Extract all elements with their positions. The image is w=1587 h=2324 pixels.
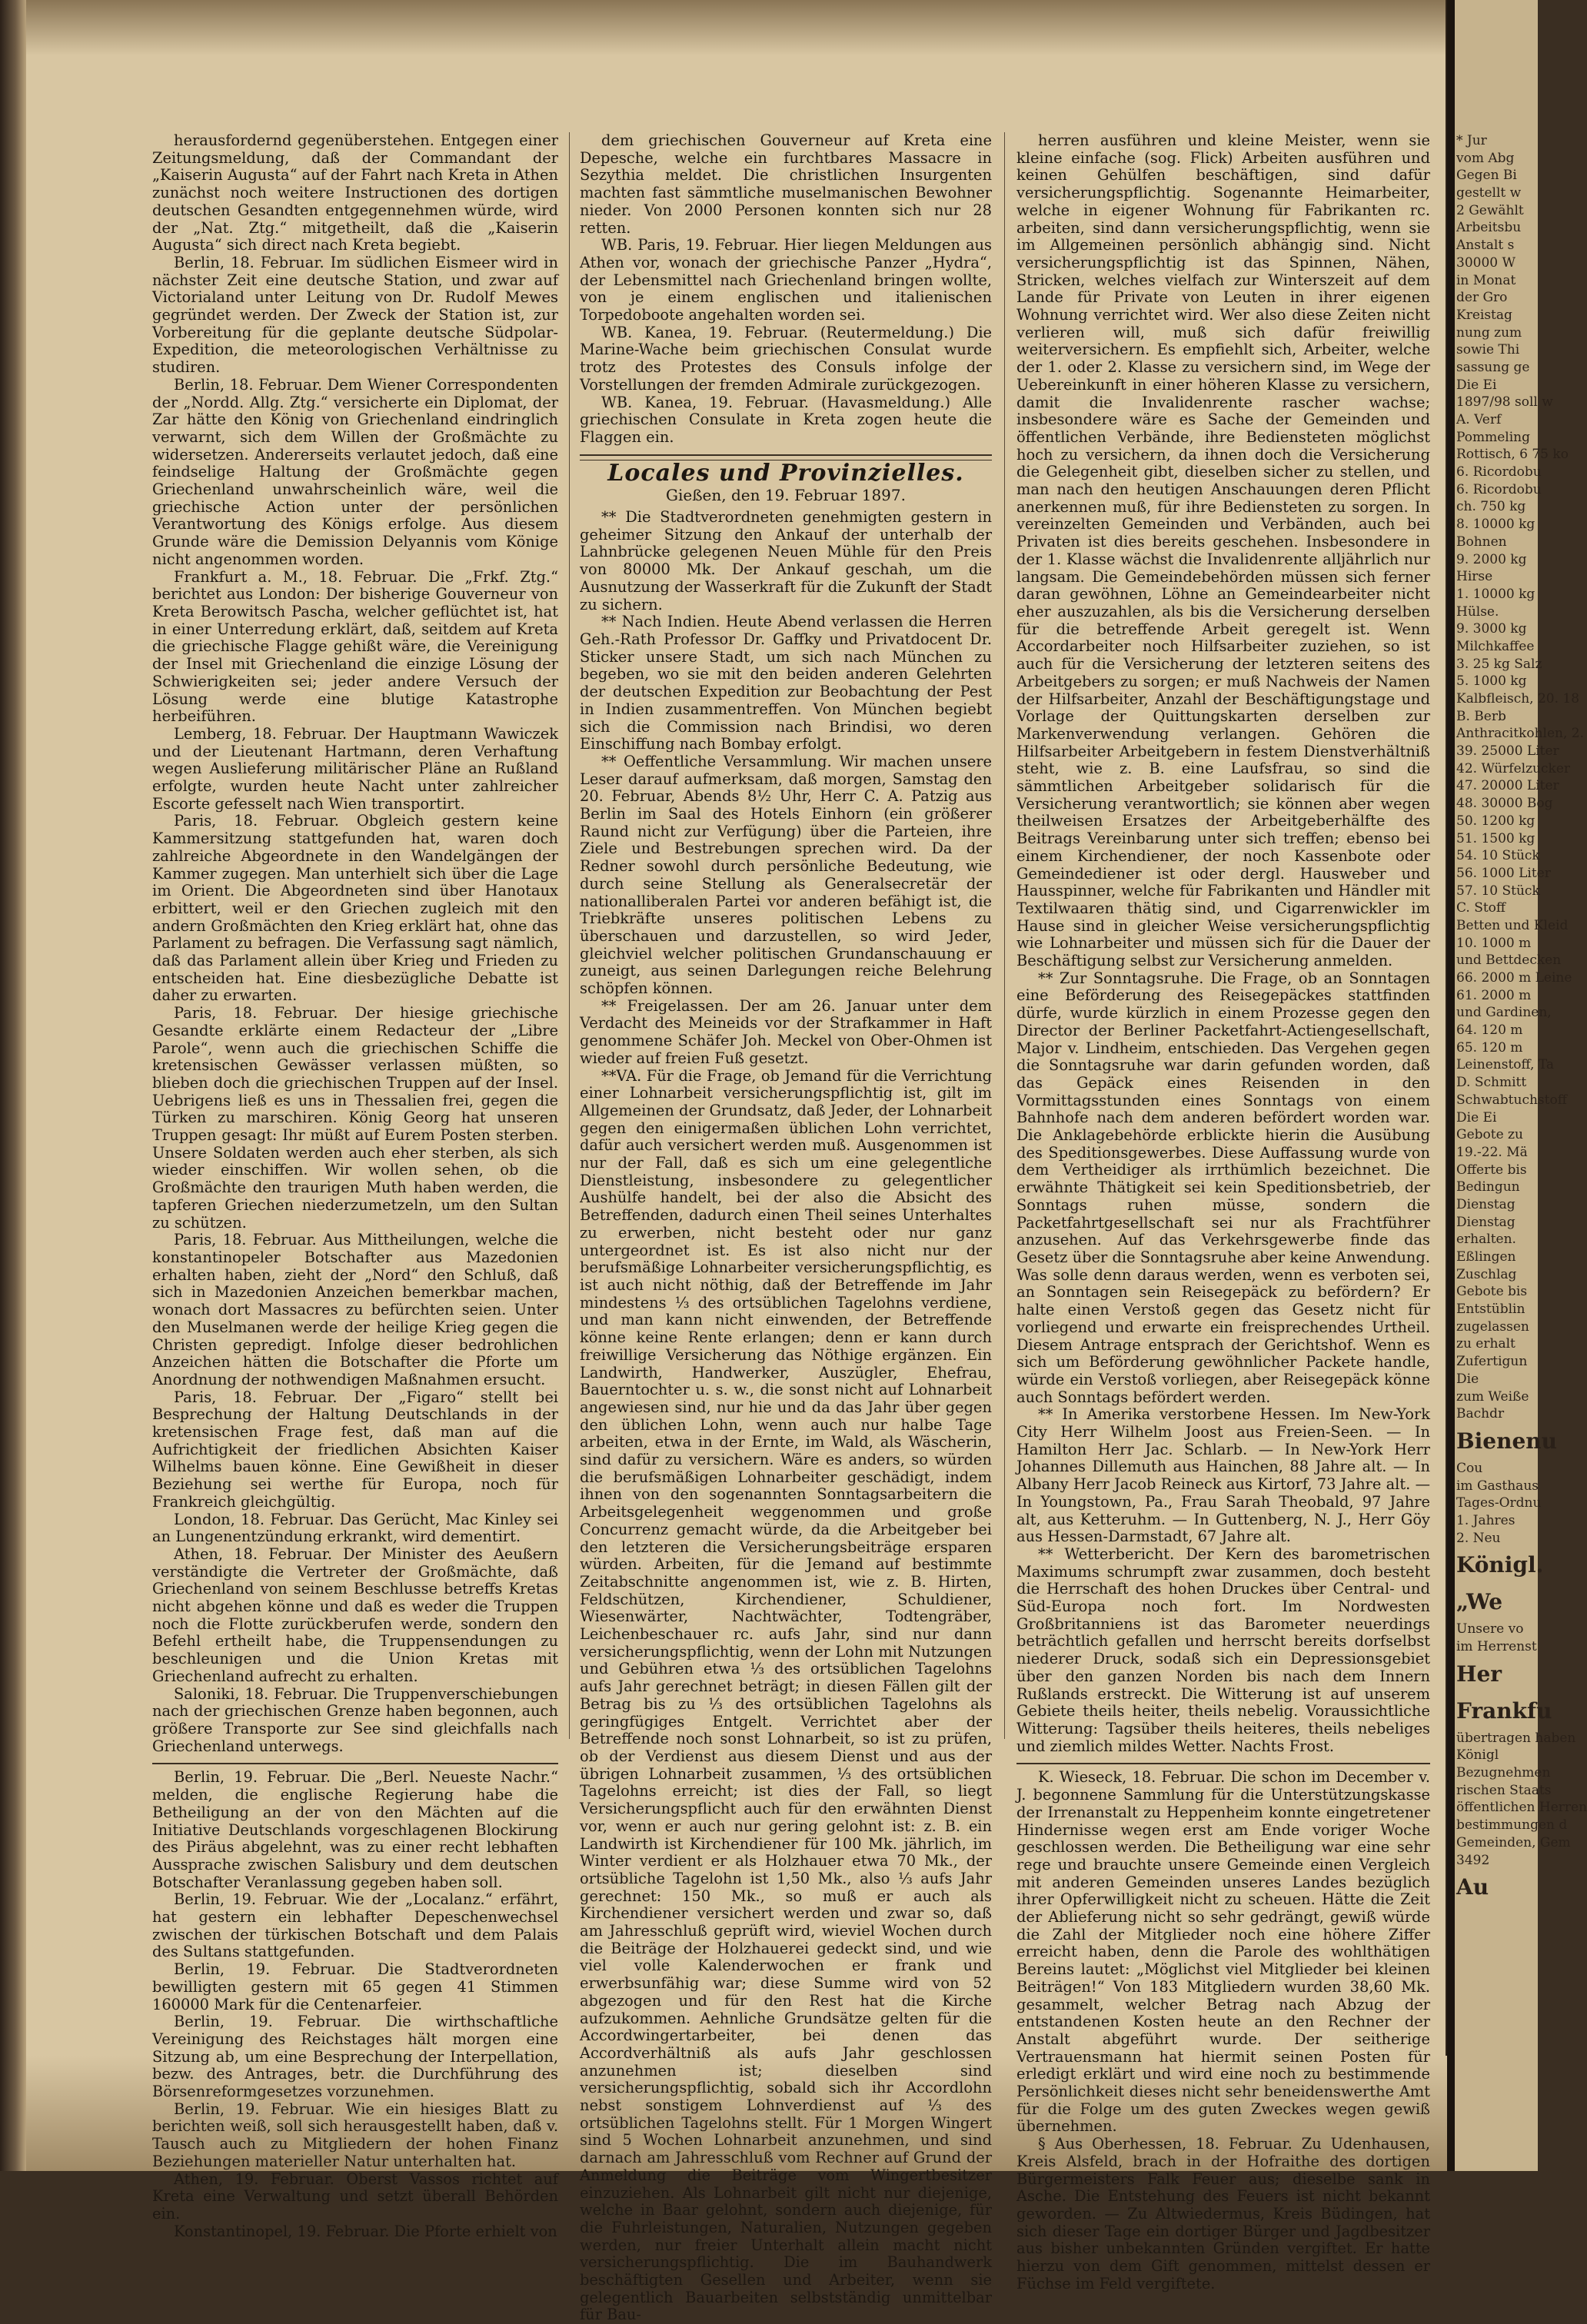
- local-news-paragraph: ** Freigelassen. Der am 26. Januar unter dem Verdacht des Meineids vor der Strafkammer in Haft genommene Schäfer Joh. Meckel von Ober-Ohmen ist wieder auf freien Fuß gesetzt.: [580, 996, 992, 1067]
- edge-fragment: D. Schmitt: [1456, 1075, 1527, 1091]
- article-rule: [1016, 1763, 1430, 1764]
- edge-fragment: erhalten.: [1456, 1232, 1516, 1248]
- edge-fragment: Die: [1456, 1371, 1479, 1387]
- edge-fragment: Frankfu: [1456, 1697, 1552, 1724]
- edge-fragment: Königl.: [1456, 1552, 1544, 1578]
- edge-fragment: Cou: [1456, 1460, 1483, 1476]
- edge-fragment: Pommeling: [1456, 429, 1530, 445]
- edge-fragment: „We: [1456, 1589, 1503, 1615]
- adjacent-page-fragments: [1456, 132, 1587, 1906]
- book-binding-left: [0, 0, 26, 2171]
- edge-fragment: Schwabtuchstoff: [1456, 1092, 1567, 1108]
- column-1: [152, 132, 558, 2240]
- edge-fragment: 5. 1000 kg: [1456, 673, 1527, 690]
- edge-fragment: 61. 2000 m: [1456, 987, 1532, 1003]
- edge-fragment: Gebote zu: [1456, 1127, 1523, 1143]
- edge-fragment: 48. 30000 Bog: [1456, 796, 1553, 812]
- edge-fragment: sowie Thi: [1456, 342, 1520, 358]
- local-news-paragraph: ** Die Stadtverordneten genehmigten gestern in geheimer Sitzung den Ankauf der unterhalb der Lahnbrücke gelegenen Neuen Mühle für den Preis von 80000 Mk. Der Ankauf geschah, um die Ausnutzung der Wasserkraft für die Zukunft der Stadt zu sichern.: [580, 508, 992, 613]
- article-paragraph: Paris, 18. Februar. Aus Mittheilungen, welche die konstantinopeler Botschafter aus Mazedonien erhalten haben, zieht der „Nord“ den Schluß, daß sich in Mazedonien Anzeichen bemerkbar machen, wonach dort Massacres zu befürchten seien. Unter den Muselmanen werde der heilige Krieg gegen die Christen gepredigt. Infolge dieser bedrohlichen Anzeichen hätten die Botschafter die Pforte um Anordnung der nothwendigen Maßnahmen ersucht.: [152, 1231, 558, 1388]
- edge-fragment: vom Abg: [1456, 150, 1515, 166]
- edge-fragment: Die Ei: [1456, 1109, 1497, 1125]
- edge-fragment: 30000 W: [1456, 254, 1515, 271]
- edge-fragment: Zufertigun: [1456, 1354, 1528, 1370]
- article-paragraph: ** In Amerika verstorbene Hessen. Im New-York City Herr Wilhelm Joost aus Freien-Seen. — In Hamilton Herr Jac. Schlarb. — In New-York Herr Johannes Dillemuth aus Hainchen, 88 Jahre alt. — In Albany Herr Jacob Reineck aus Kirtorf, 73 Jahre alt. — In Youngstown, Pa., Frau Sarah Theobald, 97 Jahre alt, aus Ketteruhm. — In Guttenberg, N. J., Herr Göy aus Hessen-Darmstadt, 67 Jahre alt.: [1016, 1405, 1430, 1546]
- article-paragraph: Berlin, 19. Februar. Wie der „Localanz.“ erfährt, hat gestern ein lebhafter Depeschenwechsel zwischen der türkischen Botschaft und dem Palais des Sultans stattgefunden.: [152, 1890, 558, 1961]
- edge-fragment: sassung ge: [1456, 359, 1530, 375]
- article-paragraph: herren ausführen und kleine Meister, wenn sie kleine einfache (sog. Flick) Arbeiten ausführen und keinen Gehülfen beschäftigen, sind dafür versicherungspflichtig. Sogenannte Heimarbeiter, welche in eigener Wohnung für Fabrikanten rc. arbeiten, sind dann versicherungspflichtig, wenn sie im Allgemeinen persönlich abhängig sind. Nicht versicherungspflichtig ist das Spinnen, Nähen, Stricken, welches vielfach zur Winterszeit auf dem Lande für Private von Leuten in ihrer eigenen Wohnung verrichtet wird. Wer also diese Zeiten nicht verlieren will, muß sich dafür freiwillig weiterversichern. Es empfiehlt sich, Arbeiter, welche der 1. oder 2. Klasse zu versichern sind, im Wege der Uebereinkunft in einer höheren Klasse zu versichern, damit die Invalidenrente rascher wachse; insbesondere wäre es Sache der Gemeinden und öffentlichen Verbände, ihre Bediensteten möglichst hoch zu versichern, da ihnen doch die Versicherung die Gelegenheit gibt, dieselben sicher zu stellen, und man nach den heutigen Anschauungen deren Pflicht anerkennen muß, für ihre Bediensteten zu sorgen. In vereinzelten Gemeinden und Verbänden, auch bei Privaten ist dies bereits geschehen. Insbesondere in der 1. Klasse wächst die Invalidenrente alljährlich nur langsam. Die Gemeindebehörden müssen sich ferner daran gewöhnen, Löhne an Gemeindearbeiter nicht eher auszuzahlen, als bis die Versicherung derselben für die betreffende Arbeit geregelt ist. Wenn Accordarbeiter noch Hilfsarbeiter zuziehen, so ist auch für die Versicherung der letzteren seitens des Arbeitgebers zu sorgen; er muß Nachweis der Namen der Hilfsarbeiter, Anzahl der Beschäftigungstage und Vorlage der Quittungskarten derselben zur Markenverwendung verlangen. Gehören die Hilfsarbeiter Arbeitgebern in festem Dienstverhältniß steht, wie z. B. eine Laufsfrau, so sind die sämmtlichen Arbeitgeber solidarisch für die Versicherung verantwortlich; sie können aber wegen theilweisen Ersatzes der Arbeitgeberhälfte des Beitrags Vereinbarung unter sich treffen; ebenso bei einem Kirchendiener, der noch Kassenbote oder Gemeindediener ist oder dergl. Hausweber und Hausspinner, welche für Fabrikanten und Händler mit Textilwaaren thätig sind, und Cigarrenwickler im Hause sind in gleicher Weise versicherungspflichtig wie Lohnarbeiter und müssen sich für die Dauer der Beschäftigung selbst zur Versicherung anmelden.: [1016, 131, 1430, 970]
- edge-fragment: 57. 10 Stück: [1456, 883, 1540, 899]
- article-paragraph: Paris, 18. Februar. Der „Figaro“ stellt bei Besprechung der Haltung Deutschlands in der kretensischen Frage fest, daß man auf die Aufrichtigkeit der friedlichen Absichten Kaiser Wilhelms bauen könne. Eine Gewißheit in dieser Beziehung sei werthe für Europa, noch für Frankreich gleichgültig.: [152, 1388, 558, 1511]
- article-paragraph: Berlin, 19. Februar. Die „Berl. Neueste Nachr.“ melden, die englische Regierung habe die Betheiligung an der von den Mächten auf die Initiative Deutschlands vorgeschlagenen Blockirung des Piräus abgelehnt, was zu einer recht lebhaften Aussprache zwischen Salisbury und dem deutschen Botschafter Veranlassung gegeben haben soll.: [152, 1768, 558, 1891]
- edge-fragment: Entstüblin: [1456, 1302, 1525, 1318]
- column-2-local-news: [580, 509, 992, 2324]
- article-paragraph: Frankfurt a. M., 18. Februar. Die „Frkf. Ztg.“ berichtet aus London: Der bisherige Gouverneur von Kreta Berowitsch Pascha, welcher geflüchtet ist, hat in einer Unterredung erklärt, daß, seitdem auf Kreta die griechische Flagge gehißt wäre, die Vereinigung der Insel mit Griechenland die einzige Lösung der Schwierigkeiten sei; jeder andere Versuch der Lösung werde eine blutige Katastrophe herbeiführen.: [152, 567, 558, 726]
- article-paragraph: London, 18. Februar. Das Gerücht, Mac Kinley sei an Lungenentzündung erkrankt, wird dementirt.: [152, 1510, 558, 1546]
- edge-fragment: 3492: [1456, 1852, 1490, 1868]
- article-paragraph: K. Wieseck, 18. Februar. Die schon im December v. J. begonnene Sammlung für die Unterstützungskasse der Irrenanstalt zu Heppenheim konnte eingetretener Hindernisse wegen erst am Ende voriger Woche geschlossen werden. Die Betheiligung war eine sehr rege und brauchte unsere Gemeinde einen Vergleich mit anderen Gemeinden unseres Landes bezüglich ihrer Opferwilligkeit nicht zu scheuen. Hätte die Zeit der Ablieferung nicht so sehr gedrängt, gewiß würde die Zahl der Mitglieder noch eine höhere Ziffer erreicht haben, denn die Parole des wohlthätigen Bereins lautet: „Möglichst viel Mitglieder bei kleinen Beiträgen!“ Von 183 Mitgliedern wurden 38,60 Mk. gesammelt, welcher Betrag nach Abzug der entstandenen Kosten heute an den Rechner der Anstalt abgeführt wurde. Der seitherige Vertrauensmann hat hiermit seinen Posten für erledigt erklärt und wird eine noch zu bestimmende Persönlichkeit dieses nicht sehr beneidenswerthe Amt für die Folge um des guten Zweckes wegen gewiß übernehmen.: [1016, 1768, 1430, 2136]
- telegram-paragraph: WB. Kanea, 19. Februar. (Reutermeldung.) Die Marine-Wache beim griechischen Consulat wurde trotz des Protestes des Consuls infolge der Vorstellungen der fremden Admirale zurückgezogen.: [580, 323, 992, 394]
- page-top-edge: [26, 0, 1447, 55]
- edge-fragment: A. Verf: [1456, 412, 1502, 427]
- edge-fragment: 56. 1000 Liter: [1456, 865, 1551, 881]
- edge-fragment: 3. 25 kg Salz: [1456, 656, 1542, 672]
- edge-fragment: im Herrenst: [1456, 1639, 1537, 1654]
- edge-fragment: Betten und Kleid: [1456, 917, 1569, 933]
- local-news-paragraph: ** Nach Indien. Heute Abend verlassen die Herren Geh.-Rath Professor Dr. Gaffky und Privatdocent Dr. Sticker unsere Stadt, um sich nach München zu begeben, wo sie mit den beiden anderen Gelehrten der deutschen Expedition zur Beobachtung der Pest in Indien zusammentreffen. Von München begiebt sich die Commission nach Brindisi, wo deren Einschiffung nach Bombay erfolgt.: [580, 613, 992, 753]
- edge-fragment: im Gasthaus: [1456, 1478, 1539, 1494]
- edge-fragment: Dienstag: [1456, 1196, 1515, 1212]
- dateline: Gießen, den 19. Februar 1897.: [665, 486, 906, 505]
- edge-fragment: 51. 1500 kg: [1456, 830, 1535, 846]
- edge-fragment: 1. Jahres: [1456, 1512, 1515, 1528]
- article-paragraph: Berlin, 19. Februar. Die Stadtverordneten bewilligten gestern mit 65 gegen 41 Stimmen 160000 Mark für die Centenarfeier.: [152, 1960, 558, 2013]
- edge-fragment: 6. Ricordobu: [1456, 481, 1542, 497]
- edge-fragment: Bienenu: [1456, 1428, 1558, 1454]
- edge-fragment: Unsere vo: [1456, 1621, 1524, 1637]
- edge-fragment: Bohnen: [1456, 534, 1507, 550]
- edge-fragment: 1897/98 soll w: [1456, 394, 1553, 411]
- edge-fragment: Kreistag: [1456, 307, 1512, 323]
- edge-fragment: 47. 20000 Liter: [1456, 778, 1559, 794]
- edge-fragment: Kalbfleisch, 20. 18: [1456, 691, 1580, 707]
- edge-fragment: öffentlichen Herren: [1456, 1800, 1587, 1816]
- edge-fragment: 9. 2000 kg: [1456, 551, 1527, 567]
- edge-fragment: Gegen Bi: [1456, 168, 1517, 184]
- article-paragraph: § Aus Oberhessen, 18. Februar. Zu Udenhausen, Kreis Alsfeld, brach in der Hofraithe des dortigen Bürgermeisters Falk Feuer aus; dieselbe sank in Asche. Die Entstehung des Feuers ist nicht bekannt geworden. — Zu Altwiedermus, Kreis Büdingen, hat sich dieser Tage ein dortiger Bürger und Jagdbesitzer aus bisher unbekannten Gründen vergiftet. Er hatte hierzu von dem Gift genommen, mittelst dessen er Füchse im Feld vergiftete.: [1016, 2135, 1430, 2292]
- article-paragraph: Saloniki, 18. Februar. Die Truppenverschiebungen nach der griechischen Grenze haben begonnen, auch größere Transporte zur See sind gleichfalls nach Griechenland unterwegs.: [152, 1684, 558, 1755]
- article-paragraph: Berlin, 18. Februar. Im südlichen Eismeer wird in nächster Zeit eine deutsche Station, und zwar auf Victorialand unter Leitung von Dr. Rudolf Mewes gegründet werden. Der Zweck der Station ist, zur Vorbereitung für die geplante deutsche Südpolar-Expedition, die meteorologischen Verhältnisse zu studiren.: [152, 253, 558, 377]
- edge-fragment: Königl: [1456, 1747, 1499, 1764]
- edge-fragment: Bedingun: [1456, 1179, 1520, 1195]
- edge-fragment: rischen Staats: [1456, 1782, 1552, 1798]
- edge-fragment: Offerte bis: [1456, 1162, 1527, 1178]
- column-rule-1: [569, 132, 570, 1739]
- article-paragraph: ** Zur Sonntagsruhe. Die Frage, ob an Sonntagen eine Beförderung des Reisegepäckes stattfinden dürfe, wurde kürzlich in einem Prozesse gegen den Director der Berliner Packetfahrt-Actiengesellschaft, Major v. Lindheim, entschieden. Das Vergehen gegen die Sonntagsruhe war darin gefunden worden, daß das Gepäck eines Reisenden in den Vormittagsstunden eines Sonntags von einem Bahnhofe nach dem anderen befördert worden war. Die Anklagebehörde erblickte hierin die Ausübung des Speditionsgewerbes. Diese Auffassung wurde von dem Vertheidiger als irrthümlich bezeichnet. Die erwähnte Thätigkeit sei kein Speditionsbetrieb, der Sonntags ruhen müsse, sondern die Packetfahrtgesellschaft sei nur als Frachtführer anzusehen. Auf das Verkehrsgewerbe finde das Gesetz über die Sonntagsruhe aber keine Anwendung. Was solle denn daraus werden, wenn es verboten sei, an Sonntagen sein Reisegepäck zu befördern? Er halte einen Verstoß gegen das Gesetz nicht für vorliegend und erwarte ein freisprechendes Urtheil. Diesem Antrage entsprach der Gerichtshof. Wenn es sich um Beförderung gewöhnlicher Packete handle, würde ein Verstoß vorliegen, aber Reisegepäck könne auch Sonntags befördert werden.: [1016, 969, 1430, 1406]
- edge-fragment: Gebote bis: [1456, 1284, 1528, 1300]
- edge-fragment: 10. 1000 m: [1456, 935, 1532, 951]
- edge-fragment: Tages-Ordnu: [1456, 1495, 1542, 1511]
- article-paragraph: Athen, 18. Februar. Der Minister des Aeußern verständigte die Vertreter der Großmächte, daß Griechenland von seinem Beschlusse betreffs Kretas nicht abgehen könne und daß es weder die Truppen noch die Flotte zurückberufen werde, sondern den Befehl ertheilt habe, die Truppensendungen zu beschleunigen und die Union Kretas mit Griechenland aufrecht zu erhalten.: [152, 1544, 558, 1685]
- edge-fragment: übertragen haben: [1456, 1730, 1576, 1746]
- article-paragraph: Konstantinopel, 19. Februar. Die Pforte erhielt von: [174, 2222, 557, 2240]
- edge-fragment: und Gardinen,: [1456, 1005, 1552, 1021]
- edge-fragment: 9. 3000 kg: [1456, 621, 1527, 637]
- edge-fragment: 39. 25000 Liter: [1456, 743, 1559, 760]
- article-paragraph: herausfordernd gegenüberstehen. Entgegen einer Zeitungsmeldung, daß der Commandant der „Kaiserin Augusta“ auf der Fahrt nach Kreta in Athen zunächst noch weitere Instructionen des dortigen deutschen Gesandten entgegennehmen würde, wird der „Nat. Ztg.“ mitgetheilt, daß die „Kaiserin Augusta“ sich direct nach Kreta begiebt.: [152, 131, 558, 254]
- telegram-paragraph: WB. Kanea, 19. Februar. (Havasmeldung.) Alle griechischen Consulate in Kreta zogen heute die Flaggen ein.: [580, 393, 992, 446]
- article-paragraph: Athen, 19. Februar. Oberst Vassos richtet auf Kreta eine Verwaltung und setzt überall Behörden ein.: [152, 2169, 558, 2223]
- edge-fragment: nung zum: [1456, 324, 1522, 341]
- edge-fragment: zum Weiße: [1456, 1388, 1529, 1405]
- column-rule-2: [1004, 132, 1005, 1739]
- article-paragraph: Paris, 18. Februar. Obgleich gestern keine Kammersitzung stattgefunden hat, waren doch zahlreiche Abgeordnete in den Wandelgängen der Kammer zugegen. Man unterhielt sich über die Lage im Orient. Die Abgeordneten sind über Hanotaux erbittert, weil er den Griechen zugleich mit den andern Großmächten den Krieg erklärt hat, ohne das Parlament zu befragen. Die Verfassung sagt nämlich, daß das Parlament allein über Krieg und Frieden zu entscheiden hat. Eine diesbezügliche Debatte ist daher zu erwarten.: [152, 812, 558, 1005]
- edge-fragment: Her: [1456, 1661, 1502, 1687]
- edge-fragment: ch. 750 kg: [1456, 499, 1526, 515]
- edge-fragment: 54. 10 Stück: [1456, 848, 1540, 864]
- edge-fragment: Milchkaffee: [1456, 638, 1535, 654]
- edge-fragment: Anthracitkohlen, 2.: [1456, 726, 1585, 742]
- edge-fragment: Eßlingen: [1456, 1249, 1516, 1265]
- edge-fragment: C. Stoff: [1456, 900, 1505, 916]
- edge-fragment: in Monat: [1456, 272, 1516, 288]
- edge-fragment: Hülse.: [1456, 603, 1499, 620]
- edge-fragment: 19.-22. Mä: [1456, 1144, 1528, 1160]
- edge-fragment: zu erhalt: [1456, 1336, 1515, 1352]
- edge-fragment: Arbeitsbu: [1456, 220, 1522, 236]
- article-paragraph: Berlin, 19. Februar. Die wirthschaftliche Vereinigung des Reichstages hält morgen eine Sitzung ab, um eine Besprechung der Interpellation, bezw. des Antrages, betr. die Durchführung des Börsenreformgesetzes vorzunehmen.: [152, 2013, 558, 2101]
- edge-fragment: 64. 120 m: [1456, 1022, 1523, 1039]
- article-paragraph: Berlin, 19. Februar. Wie ein hiesiges Blatt zu berichten weiß, soll sich herausgestellt haben, daß v. Tausch auch zu Mitgliedern der hohen Finanz Beziehungen materieller Natur unterhalten hat.: [152, 2100, 558, 2170]
- edge-fragment: Anstalt s: [1456, 238, 1515, 254]
- column-3: [1016, 132, 1430, 2292]
- telegram-paragraph: dem griechischen Gouverneur auf Kreta eine Depesche, welche ein furchtbares Massacre in Sezythia meldet. Die christlichen Insurgenten machten fast sämmtliche muselmanischen Bewohner nieder. Von 2000 Personen konnten sich nur 28 retten.: [580, 131, 992, 237]
- edge-fragment: Rottisch, 6 75 ko: [1456, 447, 1569, 463]
- edge-fragment: B. Berb: [1456, 708, 1506, 724]
- edge-fragment: Gemeinden, Gem: [1456, 1834, 1571, 1850]
- article-paragraph: Berlin, 18. Februar. Dem Wiener Correspondenten der „Nordd. Allg. Ztg.“ versicherte ein Diplomat, der Zar hätte den König von Griechenland eindringlich verwarnt, sich dem Willen der Großmächte zu widersetzen. Andererseits verlautet jedoch, daß eine feindselige Haltung der Großmächte gegen Griechenland unwahrscheinlich wäre, weil die griechische Action unter der persönlichen Verantwortung des Königs erfolge. Aus diesem Grunde wäre die Demission Delyannis vom Könige nicht angenommen worden.: [152, 375, 558, 568]
- column-2-telegrams: [580, 132, 992, 447]
- edge-fragment: Dienstag: [1456, 1214, 1515, 1230]
- edge-fragment: 65. 120 m: [1456, 1039, 1523, 1056]
- edge-fragment: der Gro: [1456, 290, 1508, 306]
- edge-fragment: Bachdr: [1456, 1406, 1505, 1422]
- edge-fragment: Die Ei: [1456, 377, 1497, 393]
- column-2: [580, 132, 992, 2324]
- edge-fragment: 2 Gewählt: [1456, 202, 1524, 218]
- edge-fragment: Zuschlag: [1456, 1266, 1517, 1282]
- telegram-paragraph: WB. Paris, 19. Februar. Hier liegen Meldungen aus Athen vor, wonach der griechische Panzer „Hydra“, der Lebensmittel nach Griechenland bringen wollte, von je einem englischen und italienischen Torpedoboote angehalten worden sei.: [580, 236, 992, 324]
- edge-fragment: und Bettdecken: [1456, 953, 1562, 969]
- article-paragraph: ** Wetterbericht. Der Kern des barometrischen Maximums schrumpft zwar zusammen, doch besteht die Herrschaft des hohen Druckes über Central- und Süd-Europa noch fort. Im Nordwesten Großbritanniens ist das Barometer neuerdings beträchtlich gefallen und herrscht bereits dorfselbst niederer Druck, sodaß sich ein Depressionsgebiet über den ganzen Norden bis nach dem Innern Rußlands erstreckt. Die Witterung ist auf unserem Gebiete theils heiter, theils nebelig. Voraussichtliche Witterung: Tagsüber theils heiteres, theils nebeliges und ziemlich mildes Wetter. Nachts Frost.: [1016, 1544, 1430, 1755]
- article-rule: [152, 1763, 558, 1764]
- edge-fragment: zugelassen: [1456, 1318, 1529, 1335]
- edge-fragment: 8. 10000 kg: [1456, 517, 1535, 533]
- local-news-paragraph: **VA. Für die Frage, ob Jemand für die Verrichtung einer Lohnarbeit versicherungspflichtig ist, gilt im Allgemeinen der Grundsatz, daß Jeder, der Lohnarbeit gegen den einigermaßen üblichen Lohn verrichtet, dafür auch versichert werden muß. Ausgenommen ist nur der Fall, daß es sich um eine gelegentliche Dienstleistung, insbesondere zu gelegentlicher Aushülfe handelt, bei der also die Absicht des Betreffenden, dadurch einen Theil seines Unterhaltes zu erwerben, nicht besteht oder nur ganz untergeordnet ist. Es ist also nicht nur der berufsmäßige Lohnarbeiter versicherungspflichtig, es ist auch nicht nöthig, daß der Betreffende im Jahr mindestens ⅓ des ortsüblichen Tagelohns verdiene, und man kann nicht einwenden, der Betreffende könne keine Rente erlangen; denn er kann durch freiwillige Versicherung das Nöthige ergänzen. Ein Landwirth, Handwerker, Auszügler, Ehefrau, Bauerntochter u. s. w., die sonst nicht auf Lohnarbeit angewiesen sind, nur hie und da das Jahr über gegen den üblichen Lohn, wenn auch nur halbe Tage arbeiten, etwa in der Ernte, im Wald, als Wäscherin, sind dafür zu versichern. Wäre es anders, so würden die berufsmäßigen Lohnarbeiter geschädigt, indem ihnen von den sogenannten Sonntagsarbeitern die Arbeitsgelegenheit weggenommen und große Concurrenz gemacht würde, da die Arbeitgeber bei den letzteren die Versicherungsbeiträge ersparen würden. Arbeiten, für die Jemand auf bestimmte Zeitabschnitte angenommen ist, wie z. B. Hirten, Feldschützen, Kirchendiener, Schuldiener, Wiesenwärter, Nachtwächter, Todtengräber, Leichenbeschauer rc. aufs Jahr, sind nur dann versicherungspflichtig, wenn der Lohn mit Nutzungen und Gebühren etwa ⅓ des ortsüblichen Tagelohns aufs Jahr gerechnet beträgt; in diesen Fällen gilt der Betrag bis zu ⅓ des ortsüblichen Tagelohns als geringfügiges Entgelt. Verrichtet aber der Betreffende noch sonst Lohnarbeit, so ist zu prüfen, ob der Verdienst aus diesem Dienst und aus der übrigen Lohnarbeit zusammen, ⅓ des ortsüblichen Tagelohns erreicht; ist dies der Fall, so liegt Versicherungspflicht auch für den erwähnten Dienst vor, wenn er auch nur gering gelohnt ist: z. B. ein Landwirth ist Kirchendiener für 100 Mk. jährlich, im Winter verdient er als Holzhauer etwa 70 Mk., der ortsübliche Tagelohn ist 1,50 Mk., also ⅓ aufs Jahr gerechnet: 150 Mk., so muß er auch als Kirchendiener versichert werden und zwar so, daß am Jahresschluß geprüft wird, wieviel Wochen durch die Beiträge der Holzhauerei gedeckt sind, und wie viel volle Kalenderwochen er frank und erwerbsunfähig war; diese Summe wird von 52 abgezogen und für den Rest hat die Kirche aufzukommen. Aehnliche Grundsätze gelten für die Accordwingertarbeiter, bei denen das Accordverhältniß als aufs Jahr geschlossen anzunehmen ist; dieselben sind versicherungspflichtig, sobald sich ihr Accordlohn nebst sonstigem Lohnverdienst auf ⅓ des ortsüblichen Tagelohns stellt. Für 1 Morgen Wingert sind 5 Wochen Lohnarbeit anzunehmen, und sind darnach am Jahresschluß vom Rechner auf Grund der Anmeldung die Beiträge vom Wingertbesitzer einzuziehen. Als Lohnarbeit gilt nicht nur diejenige, welche in Baar gelohnt, sondern auch diejenige, für die Fuhrleistungen, Naturalien, Nutzungen gegeben werden, nur freier Unterhalt allein macht nicht versicherungspflichtig. Die im Bauhandwerk beschäftigten Gesellen und Arbeiter, wenn sie gelegentlich Bauarbeiten selbstständig unmittelbar für Bau-: [580, 1066, 992, 2324]
- edge-fragment: Bezugnehmen: [1456, 1765, 1551, 1781]
- section-title: Locales und Provinzielles.: [607, 459, 964, 487]
- edge-fragment: 1. 10000 kg: [1456, 586, 1535, 602]
- edge-fragment: 2. Neu: [1456, 1530, 1501, 1546]
- edge-fragment: Leinenstoff, Ta: [1456, 1057, 1554, 1073]
- edge-fragment: * Jur: [1456, 133, 1487, 148]
- article-paragraph: Paris, 18. Februar. Der hiesige griechische Gesandte erklärte einem Redacteur der „Libre Parole“, wenn auch die griechischen Schiffe die kretensischen Gewässer verlassen müßten, so blieben doch die griechischen Truppen auf der Insel. Uebrigens ließ es uns in Thessalien frei, gegen die Türken zu marschiren. König Georg hat unseren Truppen gesagt: Ihr müßt auf Eurem Posten sterben. Unsere Soldaten werden auch eher sterben, als sich wieder einschiffen. Wir wollen sehen, ob die Großmächte den traurigen Muth haben werden, die tapferen Griechen niederzumetzeln, um den Sultan zu schützen.: [152, 1004, 558, 1232]
- edge-fragment: 6. Ricordobu: [1456, 464, 1542, 480]
- edge-fragment: 42. Würfelzucker: [1456, 760, 1571, 776]
- article-paragraph: Lemberg, 18. Februar. Der Hauptmann Wawiczek und der Lieutenant Hartmann, deren Verhaftung wegen Auslieferung militärischer Pläne an Rußland erfolgte, wurden heute Nacht unter zahlreicher Escorte gefesselt nach Wien transportirt.: [152, 724, 558, 813]
- edge-fragment: 50. 1200 kg: [1456, 813, 1535, 829]
- edge-fragment: gestellt w: [1456, 185, 1522, 201]
- edge-fragment: bestimmungen d: [1456, 1817, 1568, 1834]
- edge-fragment: Au: [1456, 1874, 1489, 1900]
- edge-fragment: Hirse: [1456, 569, 1493, 585]
- local-news-paragraph: ** Oeffentliche Versammlung. Wir machen unsere Leser darauf aufmerksam, daß morgen, Samstag den 20. Februar, Abends 8½ Uhr, Herr C. A. Patzig aus Berlin im Saal des Hotels Einhorn (ein größerer Raund nicht zur Verfügung) über die Parteien, ihre Ziele und Bestrebungen sprechen wird. Da der Redner sowohl durch persönliche Bedeutung, wie durch seine Stellung als Generalsecretär der nationalliberalen Partei vor anderen befähigt ist, die Triebkräfte unseres politischen Lebens zu überschauen und darzustellen, so wird Jeder, gleichviel welcher politischen Grundanschauung er zuneigt, aus seinen Darlegungen reiche Belehrung schöpfen können.: [580, 752, 992, 998]
- edge-fragment: 66. 2000 m Leine: [1456, 970, 1572, 986]
